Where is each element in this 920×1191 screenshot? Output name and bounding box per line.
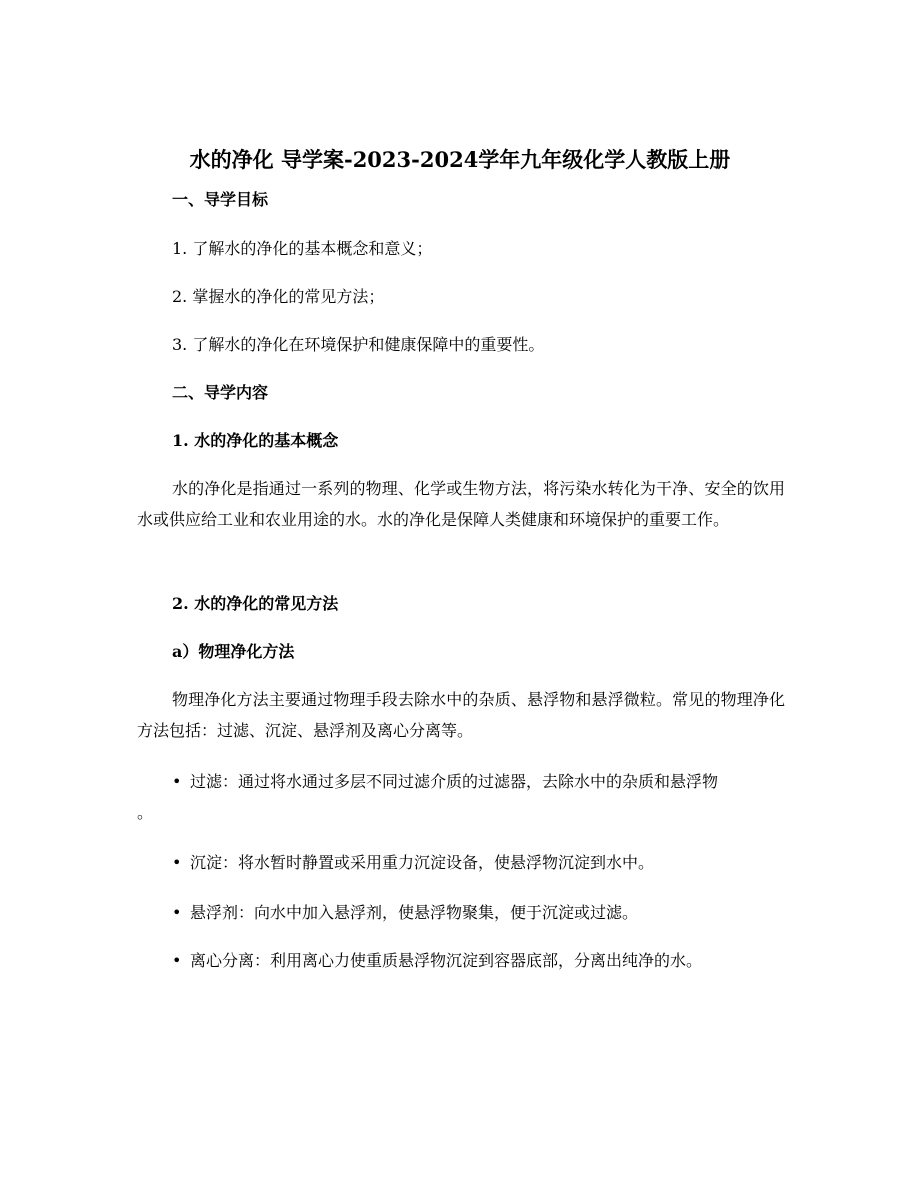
bullet-marker: •	[172, 951, 182, 970]
section-heading-content: 二、导学内容	[172, 383, 269, 402]
list-item-text: 离心分离：利用离心力使重质悬浮物沉淀到容器底部，分离出纯净的水。	[190, 951, 703, 970]
list-item-text: 沉淀：将水暂时静置或采用重力沉淀设备，使悬浮物沉淀到水中。	[190, 853, 655, 872]
goal-item-1: 1. 了解水的净化的基本概念和意义；	[172, 239, 433, 258]
bullet-marker: •	[172, 772, 182, 791]
list-item-filtration	[137, 766, 785, 828]
goal-item-2: 2. 掌握水的净化的常见方法；	[172, 287, 385, 306]
section-heading-goals: 一、导学目标	[172, 190, 269, 209]
list-item-sedimentation	[172, 847, 785, 878]
bullet-marker: •	[172, 903, 182, 922]
list-item-text: 过滤：通过将水通过多层不同过滤介质的过滤器，去除水中的杂质和悬浮物	[190, 772, 719, 791]
subsection-heading-physical-methods: a）物理净化方法	[172, 642, 295, 661]
subsection-heading-common-methods: 2. 水的净化的常见方法	[172, 594, 339, 613]
physical-methods-paragraph: 物理净化方法主要通过物理手段去除水中的杂质、悬浮物和悬浮微粒。常见的物理净化方法包括：过滤、沉淀、悬浮剂及离心分离等。	[137, 690, 785, 740]
subsection-heading-basic-concept: 1. 水的净化的基本概念	[172, 431, 339, 450]
basic-concept-paragraph: 水的净化是指通过一系列的物理、化学或生物方法，将污染水转化为干净、安全的饮用水或供应给工业和农业用途的水。水的净化是保障人类健康和环境保护的重要工作。	[137, 479, 785, 529]
bullet-marker: •	[172, 853, 182, 872]
list-item-text-continuation: 。	[137, 803, 154, 822]
document-title: 水的净化 导学案-2023-2024学年九年级化学人教版上册	[189, 147, 731, 172]
list-item-text: 悬浮剂：向水中加入悬浮剂，使悬浮物聚集，便于沉淀或过滤。	[190, 903, 639, 922]
goal-item-3: 3. 了解水的净化在环境保护和健康保障中的重要性。	[172, 335, 545, 354]
list-item-suspending-agent	[172, 897, 785, 928]
list-item-centrifugal-separation	[172, 945, 785, 976]
